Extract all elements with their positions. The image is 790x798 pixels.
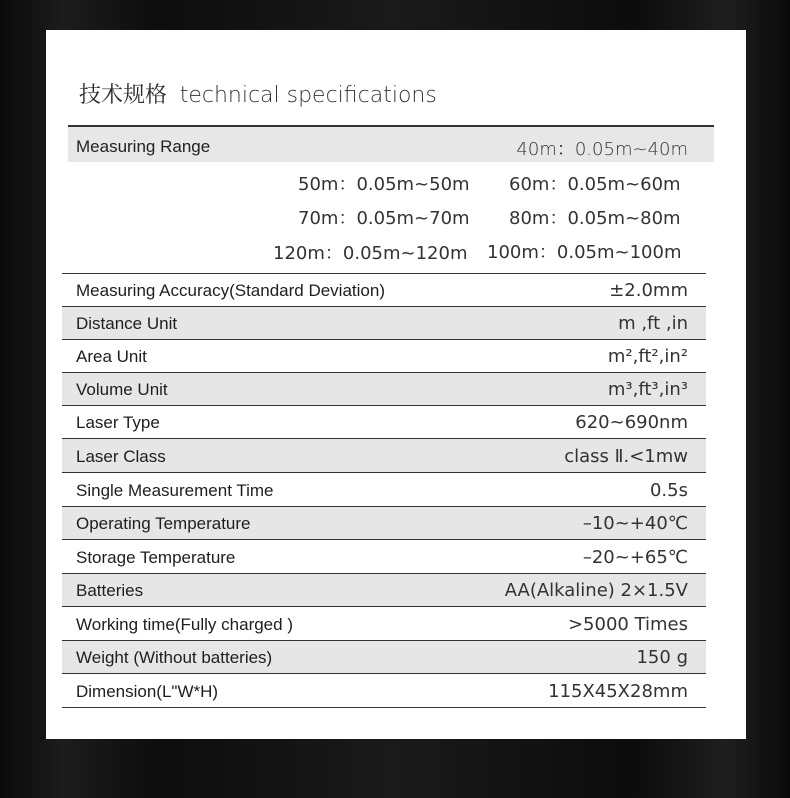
spec-label: Working time(Fully charged ) [76,615,293,634]
spec-value: m ,ft ,in [618,313,688,334]
spec-row-working-time [62,606,706,640]
title-chinese: 技术规格 [79,83,168,108]
spec-row-storage-temp [62,539,706,573]
spec-value: m²,ft²,in² [607,346,688,367]
spec-card [46,30,746,739]
range-100m: 100m：0.05m~100m [487,242,682,263]
spec-row-batteries [62,573,706,606]
spec-row-weight [62,640,706,673]
spec-label: Measuring Accuracy(Standard Deviation) [76,281,385,300]
title-english: technical specifications [179,83,437,108]
spec-value: >5000 Times [567,614,688,635]
spec-label: Laser Type [76,413,160,432]
range-120m: 120m：0.05m~120m [273,243,468,264]
spec-value: 150 g [636,647,688,668]
range-40m: 40m：0.05m~40m [516,139,688,160]
page-title [79,78,437,109]
spec-value: –20~+65℃ [582,547,688,568]
spec-row-laser-type [62,405,706,438]
range-50m: 50m：0.05m~50m [298,174,470,195]
spec-label: Storage Temperature [76,548,236,567]
range-60m: 60m：0.05m~60m [509,174,681,195]
spec-value: class Ⅱ.<1mw [564,446,688,467]
spec-label: Batteries [76,581,144,600]
spec-label: Operating Temperature [76,514,251,533]
spec-row-operating-temp [62,506,706,539]
spec-label: Laser Class [76,447,166,466]
spec-row-volume-unit [62,372,706,405]
spec-value: ±2.0mm [609,280,688,301]
spec-value: AA(Alkaline) 2×1.5V [504,580,688,601]
measuring-range-header [68,125,714,162]
spec-row-accuracy [62,273,706,306]
spec-label: Dimension(L"W*H) [76,682,219,701]
spec-value: 620~690nm [575,412,688,433]
spec-label: Weight (Without batteries) [76,648,273,667]
spec-value: m³,ft³,in³ [607,379,688,400]
spec-value: –10~+40℃ [582,513,688,534]
range-70m: 70m：0.05m~70m [298,208,470,229]
spec-value: 115X45X28mm [548,681,688,702]
spec-row-laser-class [62,438,706,472]
spec-table [62,273,706,708]
spec-row-area-unit [62,339,706,372]
spec-label: Distance Unit [76,314,178,333]
spec-value: 0.5s [649,480,688,501]
spec-label: Single Measurement Time [76,481,274,500]
spec-row-dimension [62,673,706,708]
spec-label: Volume Unit [76,380,168,399]
spec-label: Area Unit [76,347,147,366]
spec-row-distance-unit [62,306,706,339]
measuring-range-label: Measuring Range [76,137,211,156]
range-80m: 80m：0.05m~80m [509,208,681,229]
spec-row-measurement-time [62,472,706,506]
